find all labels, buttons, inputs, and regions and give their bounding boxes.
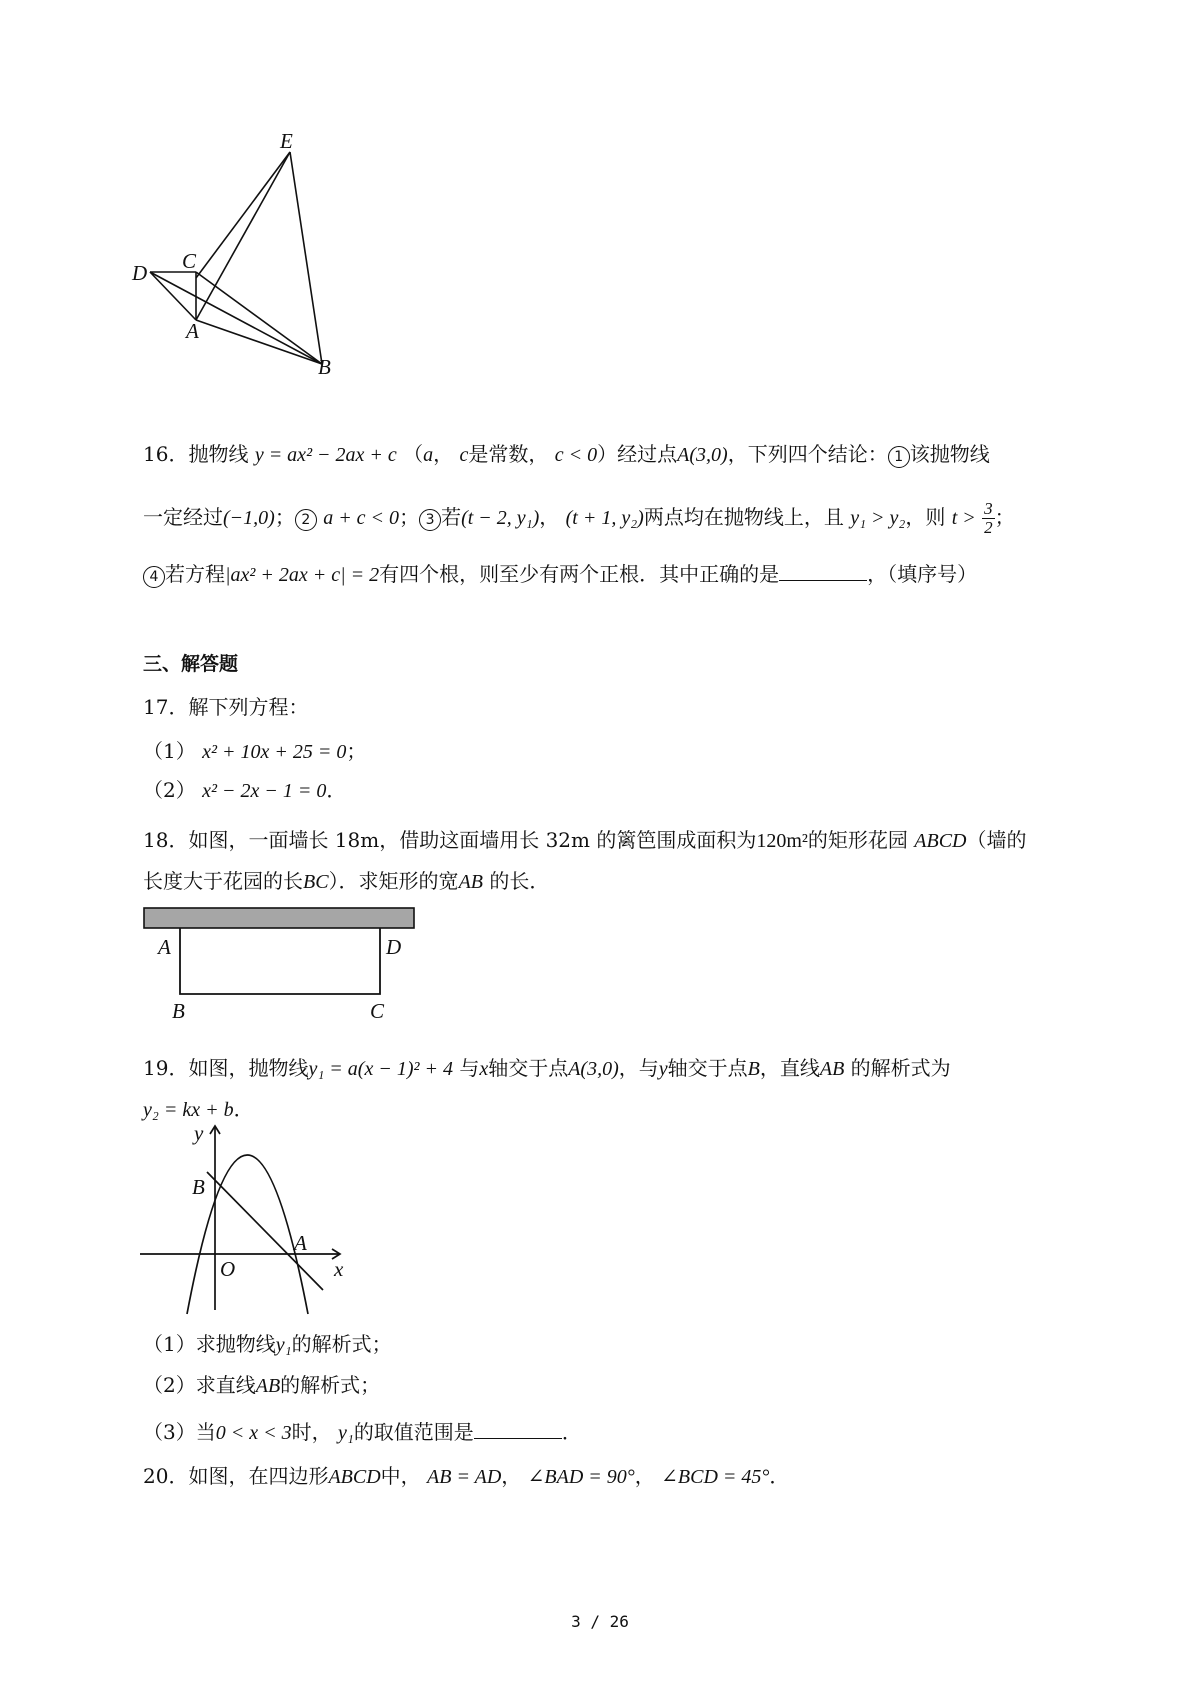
q17-line: [143, 693, 308, 721]
q19-text: 时，: [291, 1420, 332, 1444]
q19-var-y1: y₁: [337, 1422, 354, 1444]
q16-condition: c < 0: [554, 444, 598, 466]
fig15-label-b: B: [318, 355, 331, 379]
graph-label-o: O: [220, 1257, 236, 1281]
q17-sub-2: [143, 776, 346, 805]
graph-label-y: y: [194, 1121, 204, 1145]
q16-text: ；: [399, 505, 420, 529]
q17-number: 17．: [143, 695, 189, 719]
answer-blank[interactable]: [779, 562, 867, 581]
fraction-numerator: 3: [984, 499, 993, 518]
q16-text: ，: [539, 505, 560, 529]
q16-var-a: a: [423, 444, 434, 466]
q19-var-x: x: [479, 1058, 489, 1080]
q16-var-c: c: [459, 444, 469, 466]
q16-point-2: (t + 1, y₂): [565, 507, 644, 529]
q18-line-1: [143, 826, 1027, 855]
page-number: 3 / 26: [571, 1612, 629, 1631]
q16-point-1: (t − 2, y₁): [461, 507, 540, 529]
fig18-label-a: A: [158, 935, 171, 959]
q19-text: 轴交于点: [488, 1056, 569, 1080]
q16-text: 抛物线: [188, 442, 249, 466]
q17-text: ；: [346, 739, 367, 763]
q20-text: 如图，在四边形: [188, 1464, 329, 1488]
q18-text: ）．求矩形的宽: [328, 869, 459, 893]
q18-bc: BC: [303, 871, 329, 893]
fig15-label-d: D: [132, 261, 148, 285]
q18-text: 的矩形花园: [807, 828, 908, 852]
graph-label-a: A: [294, 1231, 307, 1255]
q19-sub-1: [143, 1330, 392, 1359]
q16-text: ；: [274, 505, 295, 529]
q16-text: ，下列四个结论：: [727, 442, 888, 466]
q19-text: 的解析式；: [280, 1373, 381, 1397]
q16-abs-equation: |ax² + 2ax + c| = 2: [225, 564, 380, 586]
q16-point: (−1,0): [223, 507, 275, 529]
q16-inequality: a + c < 0: [323, 507, 400, 529]
q18-text: 的长．: [489, 869, 550, 893]
q19-var-b: B: [747, 1058, 760, 1080]
q17-sub-1: [143, 737, 366, 766]
fig15-label-e: E: [280, 130, 293, 153]
q19-text: 的解析式为: [850, 1056, 951, 1080]
q20-text: ．: [769, 1464, 790, 1488]
q16-text: ，则: [905, 505, 946, 529]
q16-t-condition: t >: [951, 507, 976, 529]
q20-quad: ABCD: [328, 1466, 381, 1488]
q20-line-1: [143, 1462, 789, 1491]
q19-text: （1）求抛物线: [143, 1332, 276, 1356]
answer-blank[interactable]: [474, 1420, 562, 1439]
q17-text: ．: [326, 778, 347, 802]
q19-var-y1: y₁: [275, 1334, 292, 1356]
q16-text: 两点均在抛物线上，且: [643, 505, 844, 529]
q17-text: 解下列方程：: [188, 695, 309, 719]
q19-line-1: [143, 1054, 951, 1083]
section-heading: 三、解答题: [143, 653, 239, 675]
fraction-denominator: 2: [984, 518, 993, 537]
fig18-label-b: B: [172, 999, 185, 1023]
q17-equation-1: x² + 10x + 25 = 0: [202, 741, 347, 763]
q19-text: （2）求直线: [143, 1373, 256, 1397]
q19-text: ，直线: [759, 1056, 820, 1080]
q16-line-2: [143, 500, 1015, 537]
q19-text: （3）当: [143, 1420, 216, 1444]
q19-equation: y₁ = a(x − 1)² + 4: [308, 1058, 453, 1080]
fraction-3-over-2: [982, 500, 995, 537]
q16-text: 一定经过: [143, 505, 223, 529]
q16-line-1: [143, 440, 990, 469]
q18-ab: AB: [458, 871, 483, 893]
circled-number-4: 4: [143, 566, 165, 588]
graph-label-b: B: [192, 1175, 205, 1199]
q18-text: 长度大于花园的长: [143, 869, 303, 893]
q18-rect: ABCD: [914, 830, 967, 852]
q20-condition-1: AB = AD: [427, 1466, 502, 1488]
q19-number: 19．: [143, 1056, 189, 1080]
q19-line-ab: AB: [819, 1058, 845, 1080]
q16-text: 是常数，: [468, 442, 549, 466]
q19-text: 轴交于点: [667, 1056, 748, 1080]
q16-inequality-2: y₁ > y₂: [850, 507, 906, 529]
q18-text: 如图，一面墙长 18m，借助这面墙用长 32m 的篱笆围成面积为: [188, 828, 757, 852]
circled-number-2: 2: [295, 509, 317, 531]
q16-point-a: A(3,0): [677, 444, 728, 466]
q20-condition-3: ∠BCD = 45°: [661, 1466, 770, 1488]
q19-text: ．: [233, 1097, 254, 1121]
q19-text: ，与: [618, 1056, 659, 1080]
q17-equation-2: x² − 2x − 1 = 0: [202, 780, 327, 802]
q18-area: 120m²: [756, 830, 808, 852]
q16-equation: y = ax² − 2ax + c: [254, 444, 397, 466]
fig15-label-a: A: [186, 319, 199, 343]
q16-text: ）经过点: [597, 442, 678, 466]
q16-text: ；: [994, 505, 1015, 529]
q20-text: ，: [501, 1464, 522, 1488]
q18-line-2: [143, 867, 549, 896]
q19-line-ab: AB: [255, 1375, 281, 1397]
figure-parabola-graph: [140, 1116, 360, 1316]
q16-text: 若方程: [165, 562, 225, 586]
q18-number: 18．: [143, 828, 189, 852]
figure-triangle-edcab: [130, 130, 360, 390]
circled-number-3: 3: [419, 509, 441, 531]
q16-text: 该抛物线: [909, 442, 990, 466]
q20-number: 20．: [143, 1464, 189, 1488]
q19-text: ．: [561, 1420, 582, 1444]
q19-text: 与: [459, 1056, 480, 1080]
fig15-label-c: C: [182, 249, 197, 273]
q20-text: ，: [634, 1464, 655, 1488]
sub-label: （2）: [143, 778, 196, 802]
q16-text: ，（填序号）: [867, 562, 978, 586]
fig18-label-d: D: [386, 935, 402, 959]
q19-sub-3: [143, 1418, 582, 1447]
q16-text: 有四个根，则至少有两个正根．其中正确的是: [379, 562, 780, 586]
fig18-label-c: C: [370, 999, 385, 1023]
q16-line-3: [143, 560, 977, 589]
q19-point-a: A(3,0): [568, 1058, 619, 1080]
q19-range-condition: 0 < x < 3: [215, 1422, 292, 1444]
q16-text: ，: [433, 442, 454, 466]
q18-text: （墙的: [966, 828, 1027, 852]
figure-garden-rectangle: [140, 904, 420, 1024]
q20-condition-2: ∠BAD = 90°: [527, 1466, 635, 1488]
q16-number: 16．: [143, 442, 189, 466]
q19-sub-2: [143, 1371, 380, 1400]
q19-text: 的解析式；: [291, 1332, 392, 1356]
q16-text: （: [403, 442, 424, 466]
q20-text: 中，: [380, 1464, 421, 1488]
circled-number-1: 1: [888, 446, 910, 468]
q16-text: 若: [441, 505, 462, 529]
graph-label-x: x: [334, 1257, 344, 1281]
sub-label: （1）: [143, 739, 196, 763]
q19-var-y: y: [658, 1058, 668, 1080]
q19-text: 如图，抛物线: [188, 1056, 309, 1080]
q19-line-equation: y₂ = kx + b: [143, 1099, 234, 1121]
q19-text: 的取值范围是: [353, 1420, 474, 1444]
